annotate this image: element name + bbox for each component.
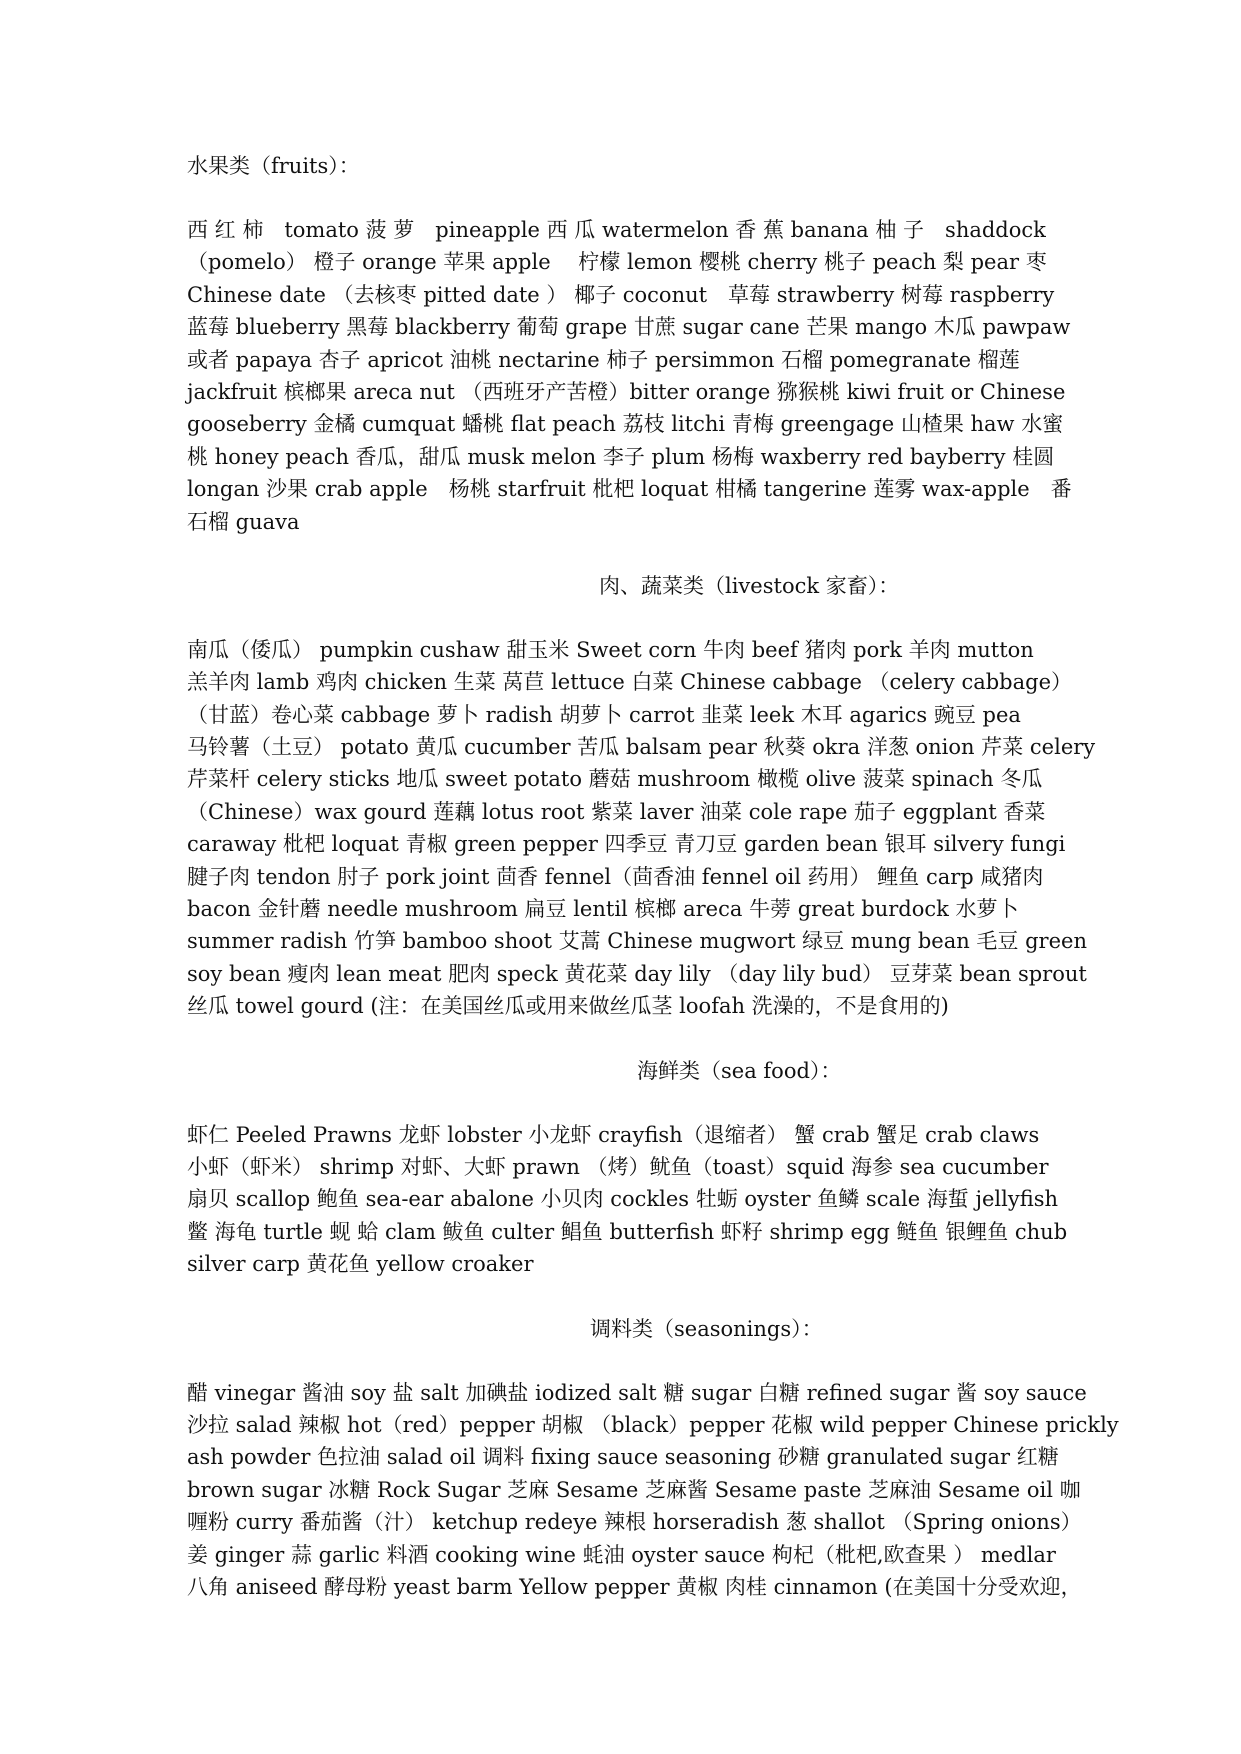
spacer — [187, 182, 1107, 214]
section-heading: 海鲜类（sea food）： — [637, 1058, 842, 1083]
text-line: 芹菜杆 celery sticks 地瓜 sweet potato 蘑菇 mushroom 橄榄 olive 菠菜 spinach 冬瓜 — [187, 767, 1043, 792]
text-line: （Chinese）wax gourd 莲藕 lotus root 紫菜 laver 油菜 cole rape 茄子 eggplant 香菜 — [187, 799, 1046, 824]
section-heading: 肉、蔬菜类（livestock 家畜）： — [599, 573, 900, 598]
text-line: 丝瓜 towel gourd (注：在美国丝瓜或用来做丝瓜茎 loofah 洗澡的，不是食用的) — [187, 994, 949, 1019]
spacer — [187, 1023, 1107, 1055]
text-line: 或者 papaya 杏子 apricot 油桃 nectarine 柿子 persimmon 石榴 pomegranate 榴莲 — [187, 347, 1020, 372]
text-line: Chinese date （去核枣 pitted date ） 椰子 coconut 草莓 strawberry 树莓 raspberry — [187, 282, 1055, 307]
text-line: 羔羊肉 lamb 鸡肉 chicken 生菜 莴苣 lettuce 白菜 Chinese cabbage （celery cabbage） — [187, 670, 1073, 695]
text-line: （甘蓝）卷心菜 cabbage 萝卜 radish 胡萝卜 carrot 韭菜 leek 木耳 agarics 豌豆 pea — [187, 702, 1021, 727]
text-line: 小虾（虾米） shrimp 对虾、大虾 prawn （烤）鱿鱼（toast）squid 海参 sea cucumber — [187, 1154, 1049, 1179]
text-line: 醋 vinegar 酱油 soy 盐 salt 加碘盐 iodized salt 糖 sugar 白糖 refined sugar 酱 soy sauce — [187, 1380, 1087, 1405]
text-line: 西 红 柿 tomato 菠 萝 pineapple 西 瓜 watermelon 香 蕉 banana 柚 子 shaddock — [187, 218, 1046, 242]
text-line: brown sugar 冰糖 Rock Sugar 芝麻 Sesame 芝麻酱 Sesame paste 芝麻油 Sesame oil 咖 — [187, 1477, 1081, 1502]
text-line: 马铃薯（土豆） potato 黄瓜 cucumber 苦瓜 balsam pear 秋葵 okra 洋葱 onion 芹菜 celery — [187, 735, 1096, 760]
text-line: （pomelo） 橙子 orange 苹果 apple 柠檬 lemon 樱桃 cherry 桃子 peach 梨 pear 枣 — [187, 250, 1047, 275]
document-body — [187, 150, 1119, 1603]
text-line: soy bean 瘦肉 lean meat 肥肉 speck 黄花菜 day lily （day lily bud） 豆芽菜 bean sprout — [187, 961, 1087, 986]
text-line: 鳖 海龟 turtle 蚬 蛤 clam 鲅鱼 culter 鲳鱼 butterfish 虾籽 shrimp egg 鲢鱼 银鲤鱼 chub — [187, 1219, 1068, 1244]
text-line: 南瓜（倭瓜） pumpkin cushaw 甜玉米 Sweet corn 牛肉 beef 猪肉 pork 羊肉 mutton — [187, 637, 1034, 662]
text-line: jackfruit 槟榔果 areca nut （西班牙产苦橙）bitter orange 猕猴桃 kiwi fruit or Chinese — [187, 379, 1066, 404]
text-line: ash powder 色拉油 salad oil 调料 fixing sauce seasoning 砂糖 granulated sugar 红糖 — [187, 1445, 1059, 1470]
text-line: 腱子肉 tendon 肘子 pork joint 茴香 fennel（茴香油 fennel oil 药用） 鲤鱼 carp 咸猪肉 — [187, 864, 1044, 889]
text-line: longan 沙果 crab apple 杨桃 starfruit 枇杷 loquat 柑橘 tangerine 莲雾 wax-apple 番 — [187, 477, 1072, 502]
text-line: 扇贝 scallop 鲍鱼 sea-ear abalone 小贝肉 cockles 牡蛎 oyster 鱼鳞 scale 海蜇 jellyfish — [187, 1187, 1059, 1212]
text-line: 喱粉 curry 番茄酱（汁） ketchup redeye 辣根 horseradish 葱 shallot （Spring onions） — [187, 1510, 1082, 1535]
text-line: 桃 honey peach 香瓜，甜瓜 musk melon 李子 plum 杨梅 waxberry red bayberry 桂圆 — [187, 444, 1055, 469]
text-line: gooseberry 金橘 cumquat 蟠桃 flat peach 荔枝 litchi 青梅 greengage 山楂果 haw 水蜜 — [187, 412, 1064, 437]
spacer — [187, 538, 1107, 570]
text-line: 石榴 guava — [187, 509, 300, 534]
section-heading: 调料类（seasonings）： — [590, 1316, 823, 1341]
text-line: 姜 ginger 蒜 garlic 料酒 cooking wine 蚝油 oyster sauce 枸杞（枇杷,欧查果 ） medlar — [187, 1542, 1056, 1567]
text-line: summer radish 竹笋 bamboo shoot 艾蒿 Chinese mugwort 绿豆 mung bean 毛豆 green — [187, 929, 1087, 954]
text-line: 沙拉 salad 辣椒 hot（red）pepper 胡椒 （black）pepper 花椒 wild pepper Chinese prickly — [187, 1412, 1119, 1437]
text-line: 虾仁 Peeled Prawns 龙虾 lobster 小龙虾 crayfish（退缩者） 蟹 crab 蟹足 crab claws — [187, 1122, 1040, 1147]
text-line: caraway 枇杷 loquat 青椒 green pepper 四季豆 青刀豆 garden bean 银耳 silvery fungi — [187, 832, 1066, 857]
text-line: 蓝莓 blueberry 黑莓 blackberry 葡萄 grape 甘蔗 sugar cane 芒果 mango 木瓜 pawpaw — [187, 315, 1071, 340]
text-line: silver carp 黄花鱼 yellow croaker — [187, 1252, 534, 1277]
spacer — [187, 602, 1107, 634]
text-line: 八角 aniseed 酵母粉 yeast barm Yellow pepper 黄椒 肉桂 cinnamon (在美国十分受欢迎， — [187, 1574, 1082, 1599]
spacer — [187, 1087, 1107, 1119]
spacer — [187, 1281, 1107, 1313]
spacer — [187, 1345, 1107, 1377]
text-line: bacon 金针蘑 needle mushroom 扁豆 lentil 槟榔 areca 牛蒡 great burdock 水萝卜 — [187, 897, 1019, 922]
section-heading: 水果类（fruits）： — [187, 154, 360, 178]
